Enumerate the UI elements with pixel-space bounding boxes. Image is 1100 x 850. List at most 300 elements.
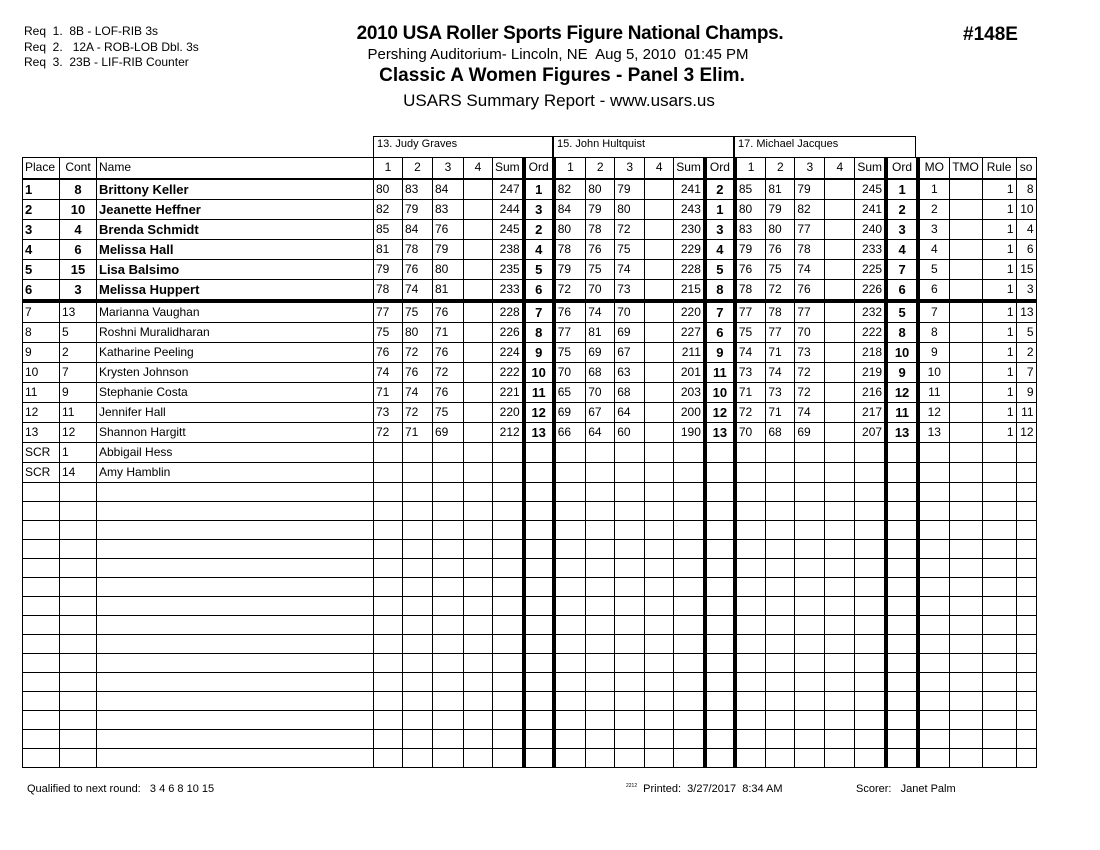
judge2-ord-cell: 4 [705,239,735,259]
so-cell [1016,462,1036,482]
judge2-sum-cell: 203 [674,382,705,402]
blank-cell [674,501,705,520]
blank-cell [982,539,1016,558]
blank-cell [645,729,674,748]
blank-cell [403,558,433,577]
judge1-sum-cell: 220 [493,402,524,422]
judge2-fig4-cell [645,179,674,200]
judge2-fig2-cell: 70 [586,279,615,301]
blank-cell [705,710,735,729]
judge3-sum-cell: 218 [855,342,886,362]
judge1-fig4-cell [464,422,493,442]
report-subtitle: USARS Summary Report - www.usars.us [403,91,715,110]
blank-cell [795,615,825,634]
blank-row [23,482,1037,501]
blank-cell [586,729,615,748]
judge1-sum-cell: 238 [493,239,524,259]
judge1-sum-cell: 245 [493,219,524,239]
blank-cell [795,482,825,501]
results-table [22,157,1037,768]
judge3-fig1-cell: 76 [735,259,766,279]
cont-cell: 13 [60,301,97,323]
blank-cell [23,691,60,710]
judge3-fig3-cell [795,442,825,462]
blank-cell [766,729,795,748]
blank-cell [464,501,493,520]
blank-cell [464,520,493,539]
blank-cell [586,710,615,729]
judge1-fig2-cell: 72 [403,342,433,362]
blank-row [23,710,1037,729]
blank-cell [97,501,374,520]
rule-cell: 1 [982,279,1016,301]
judge3-fig2-cell: 78 [766,301,795,323]
blank-cell [97,482,374,501]
blank-cell [493,748,524,767]
judge1-fig4-cell [464,402,493,422]
table-row [23,382,1037,402]
blank-cell [493,539,524,558]
judge3-ord-cell: 4 [886,239,918,259]
blank-cell [60,520,97,539]
judge3-fig3-cell [795,462,825,482]
judge1-ord-cell: 7 [524,301,554,323]
blank-cell [554,482,586,501]
judge1-fig4-cell [464,382,493,402]
blank-cell [586,653,615,672]
blank-cell [795,748,825,767]
place-cell: 1 [23,179,60,200]
blank-cell [766,748,795,767]
blank-cell [374,729,403,748]
blank-cell [97,615,374,634]
blank-cell [1016,520,1036,539]
blank-cell [886,539,918,558]
blank-cell [23,653,60,672]
blank-cell [949,653,982,672]
blank-cell [374,482,403,501]
blank-cell [645,615,674,634]
judge1-ord-cell: 4 [524,239,554,259]
blank-cell [554,672,586,691]
table-row [23,342,1037,362]
blank-cell [949,577,982,596]
so-cell: 2 [1016,342,1036,362]
judge1-fig1-cell [374,462,403,482]
place-cell: SCR [23,462,60,482]
blank-cell [615,596,645,615]
blank-cell [1016,691,1036,710]
judge1-fig4-cell [464,239,493,259]
blank-cell [97,691,374,710]
blank-cell [949,558,982,577]
blank-cell [433,520,464,539]
blank-cell [795,577,825,596]
judge2-ord-cell: 5 [705,259,735,279]
blank-cell [524,615,554,634]
judge2-fig1-cell: 84 [554,199,586,219]
blank-cell [735,501,766,520]
requirement-2: Req 2. 12A - ROB-LOB Dbl. 3s [24,39,199,54]
blank-cell [493,596,524,615]
judge3-sum-cell: 226 [855,279,886,301]
judge2-fig4-cell [645,462,674,482]
blank-cell [615,501,645,520]
blank-cell [886,596,918,615]
judge1-ord-cell: 6 [524,279,554,301]
judge2-fig1-cell: 82 [554,179,586,200]
table-row [23,301,1037,323]
blank-cell [493,653,524,672]
name-cell: Brenda Schmidt [97,219,374,239]
blank-cell [949,501,982,520]
judge2-ord-cell: 2 [705,179,735,200]
blank-cell [23,482,60,501]
so-cell: 6 [1016,239,1036,259]
blank-row [23,501,1037,520]
mo-cell: 2 [918,199,949,219]
blank-cell [464,691,493,710]
blank-cell [918,520,949,539]
so-cell: 9 [1016,382,1036,402]
blank-cell [97,672,374,691]
blank-cell [825,539,855,558]
blank-cell [949,520,982,539]
judge1-fig1-cell: 82 [374,199,403,219]
mo-cell [918,442,949,462]
judge3-ord-cell: 3 [886,219,918,239]
blank-cell [766,501,795,520]
table-row [23,279,1037,301]
judge1-sum-cell: 228 [493,301,524,323]
judge2-fig2-cell [586,462,615,482]
judge1-ord-cell: 8 [524,322,554,342]
rule-cell: 1 [982,199,1016,219]
blank-cell [464,482,493,501]
cont-cell: 8 [60,179,97,200]
tmo-cell [949,442,982,462]
blank-cell [918,634,949,653]
judge2-ord-cell: 8 [705,279,735,301]
judge2-sum-cell: 211 [674,342,705,362]
judge2-fig1-cell: 80 [554,219,586,239]
blank-cell [615,539,645,558]
blank-cell [735,710,766,729]
judge2-fig3-cell: 68 [615,382,645,402]
judge2-fig3-cell: 67 [615,342,645,362]
judge3-fig4-cell [825,462,855,482]
judge2-fig1-cell: 72 [554,279,586,301]
judge2-fig2-cell: 67 [586,402,615,422]
blank-cell [493,710,524,729]
judge1-sum-cell: 224 [493,342,524,362]
place-cell: 7 [23,301,60,323]
blank-cell [982,577,1016,596]
table-row [23,442,1037,462]
blank-cell [886,558,918,577]
judge3-fig4-cell [825,199,855,219]
blank-cell [60,577,97,596]
blank-cell [1016,577,1036,596]
judge3-fig1-cell: 74 [735,342,766,362]
judge1-fig2-cell: 83 [403,179,433,200]
blank-cell [615,729,645,748]
blank-cell [524,691,554,710]
judge3-ord-cell: 13 [886,422,918,442]
judge1-fig1-cell: 77 [374,301,403,323]
judge3-fig4-cell [825,279,855,301]
mo-cell: 6 [918,279,949,301]
blank-cell [886,748,918,767]
judge2-sum-cell: 200 [674,402,705,422]
blank-cell [795,520,825,539]
judge1-ord-cell: 1 [524,179,554,200]
table-row [23,322,1037,342]
judge1-ord-cell: 2 [524,219,554,239]
blank-cell [60,653,97,672]
blank-cell [586,482,615,501]
judge2-sum-cell: 241 [674,179,705,200]
judge1-fig3-cell: 69 [433,422,464,442]
blank-cell [403,539,433,558]
blank-cell [795,501,825,520]
judge2-fig3-cell: 70 [615,301,645,323]
blank-cell [735,596,766,615]
blank-cell [433,653,464,672]
blank-cell [918,672,949,691]
blank-cell [433,539,464,558]
place-cell: 2 [23,199,60,219]
blank-cell [1016,672,1036,691]
col-j3-fig4: 4 [825,158,855,179]
judge3-fig2-cell: 68 [766,422,795,442]
blank-cell [493,577,524,596]
col-j2-fig2: 2 [586,158,615,179]
blank-cell [705,672,735,691]
name-cell: Stephanie Costa [97,382,374,402]
table-row [23,259,1037,279]
rule-cell [982,442,1016,462]
col-so: so [1016,158,1036,179]
name-cell: Melissa Huppert [97,279,374,301]
judge3-ord-cell: 12 [886,382,918,402]
col-j1-ord: Ord [524,158,554,179]
tmo-cell [949,301,982,323]
blank-cell [674,596,705,615]
blank-cell [766,596,795,615]
blank-cell [374,596,403,615]
blank-cell [403,691,433,710]
blank-cell [886,710,918,729]
tmo-cell [949,179,982,200]
blank-cell [1016,539,1036,558]
judge1-sum-cell: 233 [493,279,524,301]
blank-cell [886,653,918,672]
blank-cell [433,672,464,691]
blank-cell [674,539,705,558]
blank-cell [493,729,524,748]
judge2-fig3-cell: 79 [615,179,645,200]
cont-cell: 1 [60,442,97,462]
judge1-ord-cell [524,442,554,462]
blank-cell [524,710,554,729]
blank-cell [674,634,705,653]
blank-cell [949,729,982,748]
blank-cell [705,748,735,767]
rule-cell: 1 [982,342,1016,362]
tiny-code: 2212 [626,783,638,789]
blank-cell [705,520,735,539]
blank-cell [464,615,493,634]
judge3-fig3-cell: 74 [795,259,825,279]
blank-cell [493,558,524,577]
blank-cell [554,748,586,767]
blank-cell [645,577,674,596]
blank-cell [795,653,825,672]
blank-cell [918,482,949,501]
name-cell: Jeanette Heffner [97,199,374,219]
blank-cell [23,748,60,767]
blank-cell [433,634,464,653]
judge1-fig1-cell [374,442,403,462]
blank-cell [60,672,97,691]
blank-cell [524,558,554,577]
judge1-ord-cell: 13 [524,422,554,442]
judge3-fig3-cell: 69 [795,422,825,442]
blank-cell [949,615,982,634]
blank-cell [918,653,949,672]
blank-cell [1016,729,1036,748]
blank-cell [766,672,795,691]
blank-cell [645,672,674,691]
judge3-fig3-cell: 79 [795,179,825,200]
judge2-fig3-cell: 63 [615,362,645,382]
judge2-fig2-cell: 74 [586,301,615,323]
blank-cell [674,653,705,672]
blank-row [23,520,1037,539]
mo-cell: 4 [918,239,949,259]
blank-cell [705,577,735,596]
blank-cell [674,729,705,748]
judge2-sum-cell: 201 [674,362,705,382]
blank-cell [855,558,886,577]
blank-cell [97,520,374,539]
judge1-fig4-cell [464,179,493,200]
blank-cell [464,748,493,767]
blank-cell [554,691,586,710]
judge2-fig4-cell [645,422,674,442]
blank-row [23,672,1037,691]
blank-cell [615,577,645,596]
blank-cell [855,615,886,634]
blank-row [23,596,1037,615]
blank-cell [645,634,674,653]
judge2-fig2-cell: 78 [586,219,615,239]
blank-cell [403,596,433,615]
blank-cell [464,729,493,748]
blank-cell [982,710,1016,729]
rule-cell: 1 [982,402,1016,422]
judge3-fig3-cell: 77 [795,301,825,323]
blank-cell [705,596,735,615]
judge3-fig2-cell: 74 [766,362,795,382]
blank-cell [855,710,886,729]
blank-cell [403,653,433,672]
blank-cell [374,653,403,672]
blank-cell [615,653,645,672]
blank-cell [674,577,705,596]
cont-cell: 2 [60,342,97,362]
blank-cell [23,672,60,691]
blank-cell [855,539,886,558]
blank-cell [735,634,766,653]
blank-cell [766,482,795,501]
blank-cell [1016,615,1036,634]
blank-cell [825,615,855,634]
blank-cell [97,596,374,615]
judge2-ord-cell [705,462,735,482]
judge3-ord-cell [886,442,918,462]
col-j1-sum: Sum [493,158,524,179]
blank-cell [982,634,1016,653]
col-j2-sum: Sum [674,158,705,179]
table-row [23,239,1037,259]
col-tmo: TMO [949,158,982,179]
judge1-fig3-cell: 80 [433,259,464,279]
judge3-sum-cell: 233 [855,239,886,259]
print-info [626,783,783,795]
blank-cell [735,748,766,767]
judge2-fig1-cell: 66 [554,422,586,442]
col-place: Place [23,158,60,179]
blank-cell [524,596,554,615]
requirement-1: Req 1. 8B - LOF-RIB 3s [24,24,159,38]
blank-cell [464,539,493,558]
judge2-fig4-cell [645,382,674,402]
blank-cell [23,520,60,539]
blank-cell [886,634,918,653]
judge2-sum-cell: 220 [674,301,705,323]
blank-cell [982,691,1016,710]
judge2-fig4-cell [645,301,674,323]
tmo-cell [949,422,982,442]
blank-cell [825,729,855,748]
judge1-fig3-cell: 75 [433,402,464,422]
blank-cell [949,482,982,501]
blank-cell [60,596,97,615]
blank-cell [554,558,586,577]
judge1-fig2-cell: 84 [403,219,433,239]
blank-cell [705,634,735,653]
judge1-fig2-cell: 80 [403,322,433,342]
blank-cell [825,653,855,672]
judge3-sum-cell: 216 [855,382,886,402]
mo-cell: 7 [918,301,949,323]
blank-cell [374,634,403,653]
judge3-fig4-cell [825,179,855,200]
judge1-fig4-cell [464,199,493,219]
judge1-fig2-cell: 74 [403,382,433,402]
printed-datetime: Printed: 3/27/2017 8:34 AM [643,783,783,795]
blank-cell [855,520,886,539]
blank-cell [374,539,403,558]
judge2-ord-cell: 13 [705,422,735,442]
blank-cell [60,482,97,501]
judge2-fig1-cell: 69 [554,402,586,422]
blank-cell [886,482,918,501]
judge2-fig3-cell: 72 [615,219,645,239]
blank-cell [374,558,403,577]
